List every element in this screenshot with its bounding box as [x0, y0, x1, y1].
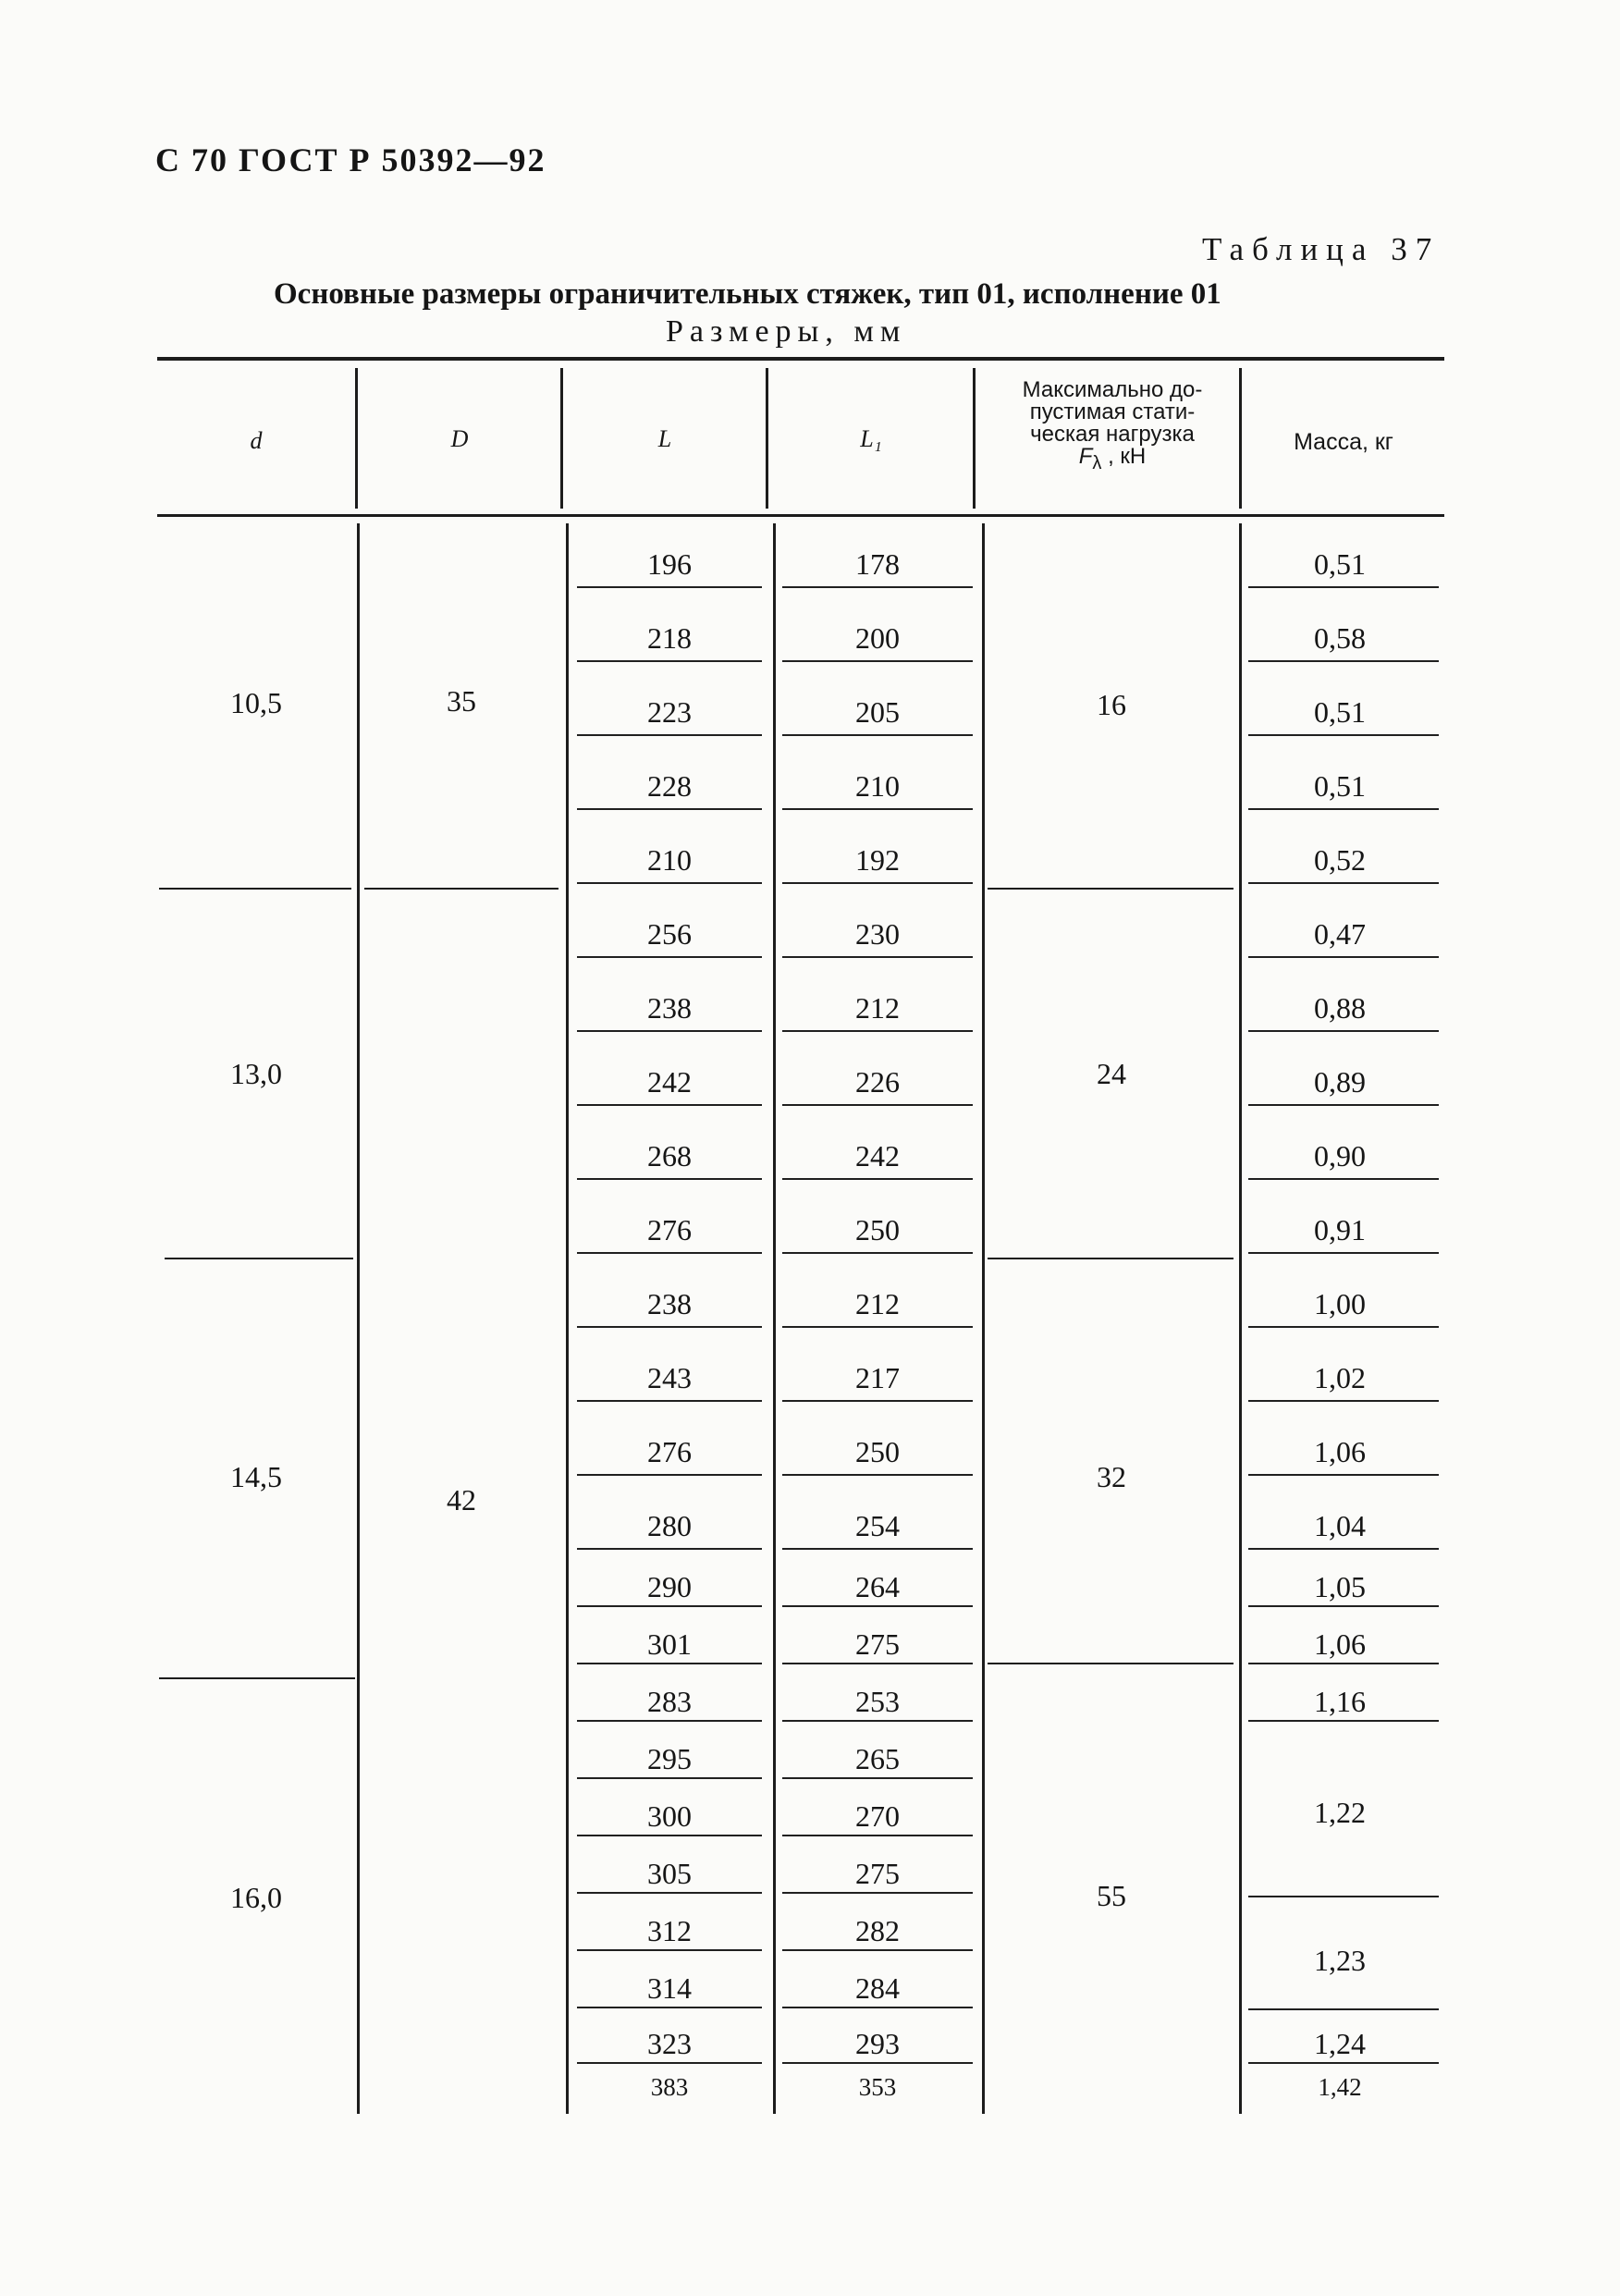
cell-underline: [782, 1252, 973, 1254]
cell-l: 295: [647, 1742, 692, 1775]
cell-mass: 0,88: [1314, 991, 1366, 1025]
cell-underline: [577, 1949, 762, 1951]
cell-underline: [782, 586, 973, 588]
max-load-line-1: Максимально до-: [1022, 377, 1203, 402]
cell-mass: 1,04: [1314, 1509, 1366, 1542]
force-subscript: λ: [1092, 452, 1102, 473]
col-header-L: L: [657, 425, 672, 452]
d-value: 14,5: [230, 1460, 282, 1493]
cell-l: 301: [647, 1627, 692, 1661]
header-col-sep: [766, 368, 768, 509]
cell-underline: [1248, 1326, 1439, 1328]
header-col-sep: [560, 368, 563, 509]
mass-value-merged: 1,23: [1314, 1944, 1366, 1977]
units-note: Размеры, мм: [666, 314, 907, 349]
cell-underline: [577, 1605, 762, 1607]
cell-underline: [577, 586, 762, 588]
cell-underline: [782, 1178, 973, 1180]
cell-underline: [577, 734, 762, 736]
cell-underline: [782, 1720, 973, 1722]
cell-l: 290: [647, 1570, 692, 1603]
header-bottom-rule: [157, 514, 1444, 517]
force-symbol: F: [1078, 444, 1093, 469]
cell-underline: [782, 2007, 973, 2008]
cell-l1: 217: [855, 1361, 900, 1394]
col-header-max-load: [978, 379, 1246, 474]
cell-underline: [782, 2062, 973, 2064]
cell-underline: [1248, 1104, 1439, 1106]
mass-value-merged: 1,22: [1314, 1796, 1366, 1829]
cell-l1: 192: [855, 843, 900, 877]
cell-l1: 178: [855, 547, 900, 581]
cell-l1: 212: [855, 991, 900, 1025]
group-sep-d: [159, 888, 351, 890]
cell-underline: [1248, 1178, 1439, 1180]
cell-l1: 254: [855, 1509, 900, 1542]
cell-underline: [782, 1474, 973, 1476]
cell-underline: [1248, 586, 1439, 588]
cell-underline: [577, 956, 762, 958]
load-value: 24: [1097, 1057, 1126, 1090]
body-col-sep: [982, 523, 985, 2114]
cell-mass: 0,47: [1314, 917, 1366, 951]
cell-underline: [1248, 1474, 1439, 1476]
cell-l: 312: [647, 1914, 692, 1947]
cell-underline: [1248, 1605, 1439, 1607]
cell-l1: 282: [855, 1914, 900, 1947]
max-load-line-3: ческая нагрузка: [1030, 422, 1195, 447]
cell-underline: [1248, 1030, 1439, 1032]
cell-underline: [782, 1326, 973, 1328]
cell-l: 323: [647, 2027, 692, 2060]
col-header-d: d: [250, 427, 263, 454]
cell-l: 268: [647, 1139, 692, 1173]
cell-mass: 0,89: [1314, 1065, 1366, 1099]
group-sep-d: [165, 1258, 353, 1259]
cell-underline: [577, 1892, 762, 1894]
col-header-L1: L₁: [860, 425, 882, 452]
cell-underline: [577, 1252, 762, 1254]
cell-l: 314: [647, 1971, 692, 2005]
cell-underline: [577, 660, 762, 662]
cell-underline: [782, 808, 973, 810]
cell-l1: 270: [855, 1799, 900, 1833]
cell-underline: [577, 1474, 762, 1476]
load-value: 55: [1097, 1879, 1126, 1912]
cell-l1: 242: [855, 1139, 900, 1173]
cell-underline: [782, 1892, 973, 1894]
cell-mass: 1,06: [1314, 1627, 1366, 1661]
cell-l: 210: [647, 843, 692, 877]
cell-underline: [1248, 1720, 1439, 1722]
cell-underline: [782, 660, 973, 662]
header-col-sep: [973, 368, 976, 509]
cell-l1: 275: [855, 1857, 900, 1890]
cell-l: 256: [647, 917, 692, 951]
cell-mass: 0,51: [1314, 769, 1366, 803]
cell-underline: [782, 1605, 973, 1607]
cell-underline: [577, 1178, 762, 1180]
cell-underline: [1248, 734, 1439, 736]
cell-underline: [782, 1548, 973, 1550]
group-sep-D: [364, 888, 558, 890]
cell-mass: 1,05: [1314, 1570, 1366, 1603]
force-unit: , кН: [1108, 444, 1147, 469]
cell-underline: [1248, 660, 1439, 662]
table-top-rule: [157, 357, 1444, 361]
cell-underline: [782, 1835, 973, 1836]
body-col-sep: [357, 523, 360, 2114]
cell-l: 243: [647, 1361, 692, 1394]
cell-underline: [577, 1400, 762, 1402]
cell-underline: [1248, 1252, 1439, 1254]
cell-l1: 205: [855, 695, 900, 729]
table-title: Основные размеры ограничительных стяжек, тип 01, исполнение 01: [274, 277, 1221, 311]
col-header-mass: Масса, кг: [1294, 429, 1393, 455]
cell-l: 238: [647, 991, 692, 1025]
table-number: Таблица 37: [1202, 231, 1441, 267]
cell-l1: 212: [855, 1287, 900, 1320]
d-value: 10,5: [230, 686, 282, 719]
cell-mass: 1,42: [1318, 2073, 1362, 2101]
cell-underline: [577, 1326, 762, 1328]
body-col-sep: [773, 523, 776, 2114]
cell-l1: 226: [855, 1065, 900, 1099]
cell-l: 305: [647, 1857, 692, 1890]
cell-l: 196: [647, 547, 692, 581]
cell-l1: 200: [855, 621, 900, 655]
cell-mass: 1,06: [1314, 1435, 1366, 1468]
cell-l: 218: [647, 621, 692, 655]
cell-l: 300: [647, 1799, 692, 1833]
cell-l: 280: [647, 1509, 692, 1542]
cell-l: 238: [647, 1287, 692, 1320]
group-sep-load: [988, 888, 1233, 890]
cell-underline: [577, 2007, 762, 2008]
cell-underline: [577, 1030, 762, 1032]
cell-underline: [577, 1663, 762, 1664]
cell-mass: 0,90: [1314, 1139, 1366, 1173]
cell-underline: [577, 1720, 762, 1722]
cell-underline: [577, 1548, 762, 1550]
cell-underline: [577, 808, 762, 810]
cell-underline: [782, 734, 973, 736]
body-col-sep: [1239, 523, 1242, 2114]
cell-l1: 284: [855, 1971, 900, 2005]
cell-underline: [782, 1777, 973, 1779]
cell-l: 283: [647, 1685, 692, 1718]
cell-underline: [577, 882, 762, 884]
cell-underline: [1248, 1548, 1439, 1550]
cell-l1: 265: [855, 1742, 900, 1775]
cell-l1: 230: [855, 917, 900, 951]
cell-mass: 0,51: [1314, 695, 1366, 729]
cell-underline: [1248, 882, 1439, 884]
cell-l1: 264: [855, 1570, 900, 1603]
max-load-line-2: пустимая стати-: [1029, 399, 1196, 424]
cell-underline: [1248, 1400, 1439, 1402]
cell-l: 276: [647, 1213, 692, 1246]
cell-l1: 293: [855, 2027, 900, 2060]
cell-underline: [1248, 808, 1439, 810]
page-header: С 70 ГОСТ Р 50392—92: [155, 141, 546, 178]
cell-underline: [782, 1104, 973, 1106]
cell-l1: 250: [855, 1435, 900, 1468]
cell-mass: 0,52: [1314, 843, 1366, 877]
load-value: 32: [1097, 1460, 1126, 1493]
cell-underline: [577, 1835, 762, 1836]
d-value: 13,0: [230, 1057, 282, 1090]
cell-mass: 1,02: [1314, 1361, 1366, 1394]
cell-underline: [1248, 1663, 1439, 1664]
cell-l1: 210: [855, 769, 900, 803]
cell-mass: 0,51: [1314, 547, 1366, 581]
cell-underline: [782, 956, 973, 958]
group-sep-load: [988, 1663, 1233, 1664]
cell-underline: [782, 1663, 973, 1664]
cell-l1: 250: [855, 1213, 900, 1246]
cell-l: 223: [647, 695, 692, 729]
cell-l1: 275: [855, 1627, 900, 1661]
max-load-line-4: [978, 446, 1246, 474]
cell-underline: [782, 882, 973, 884]
cell-mass: 1,16: [1314, 1685, 1366, 1718]
cell-underline: [782, 1949, 973, 1951]
cell-mass: 1,24: [1314, 2027, 1366, 2060]
D-value: 42: [447, 1483, 476, 1516]
mass-merged-sep: [1248, 2008, 1439, 2010]
cell-l1: 253: [855, 1685, 900, 1718]
mass-merged-sep: [1248, 1896, 1439, 1897]
cell-l: 276: [647, 1435, 692, 1468]
load-value: 16: [1097, 688, 1126, 721]
cell-mass: 0,91: [1314, 1213, 1366, 1246]
cell-underline: [577, 1104, 762, 1106]
cell-mass: 0,58: [1314, 621, 1366, 655]
cell-mass: 1,00: [1314, 1287, 1366, 1320]
cell-underline: [782, 1400, 973, 1402]
cell-underline: [1248, 956, 1439, 958]
cell-underline: [577, 1777, 762, 1779]
cell-l: 242: [647, 1065, 692, 1099]
cell-underline: [782, 1030, 973, 1032]
cell-underline: [1248, 2062, 1439, 2064]
D-value: 35: [447, 684, 476, 718]
header-col-sep: [355, 368, 358, 509]
group-sep-load: [988, 1258, 1233, 1259]
cell-l: 383: [650, 2073, 689, 2101]
cell-underline: [577, 2062, 762, 2064]
cell-l: 228: [647, 769, 692, 803]
body-col-sep: [566, 523, 569, 2114]
d-value: 16,0: [230, 1881, 282, 1914]
cell-l1: 353: [858, 2073, 897, 2101]
group-sep-d: [159, 1677, 355, 1679]
col-header-D: D: [450, 425, 469, 452]
